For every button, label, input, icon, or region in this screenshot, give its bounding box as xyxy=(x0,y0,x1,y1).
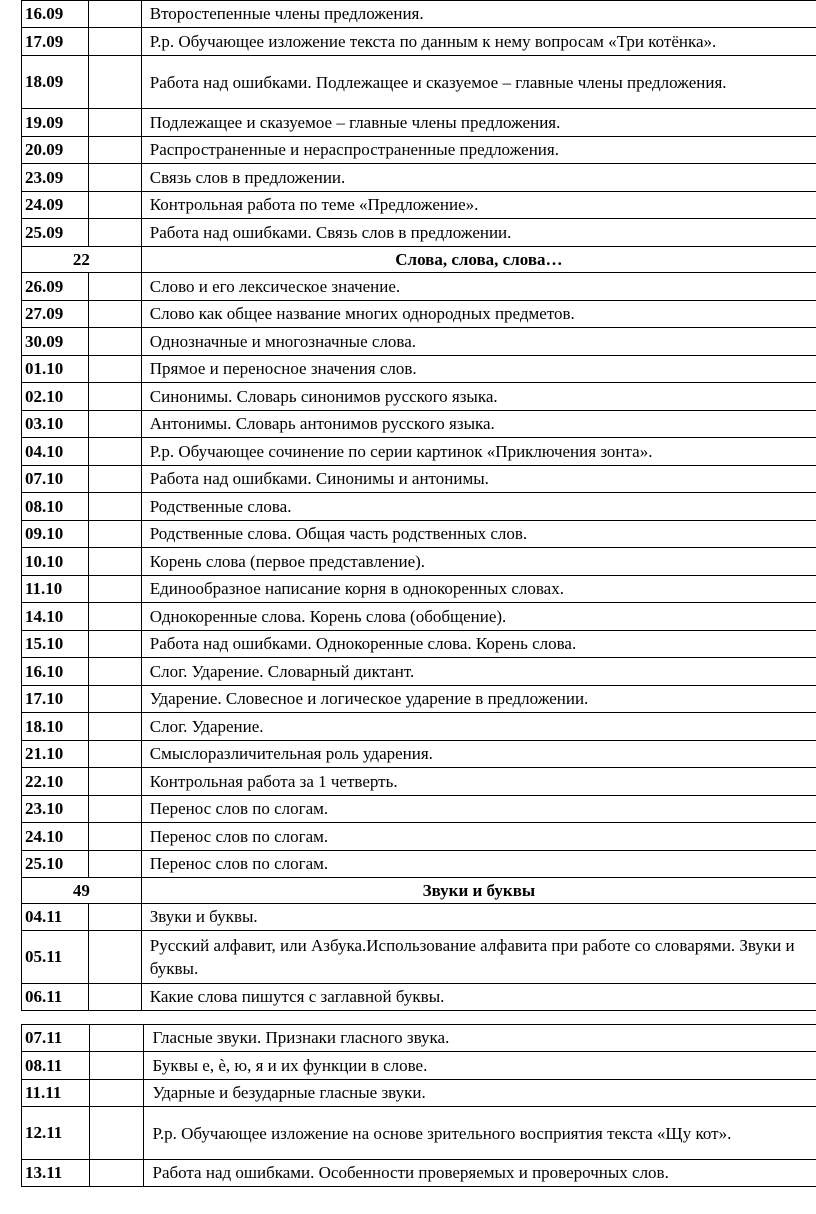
table-row xyxy=(22,328,816,356)
lesson-hours-cell xyxy=(89,356,141,383)
lesson-topic: Прямое и переносное значения слов. xyxy=(141,356,816,383)
lesson-topic: Единообразное написание корня в однокоренных словах. xyxy=(141,576,816,603)
lesson-hours-cell xyxy=(89,438,141,466)
section-hours: 22 xyxy=(22,247,142,273)
lesson-date: 11.11 xyxy=(22,1080,90,1107)
lesson-date: 01.10 xyxy=(22,356,89,383)
lesson-table-continued xyxy=(21,1024,816,1187)
section-header-row xyxy=(22,247,816,273)
lesson-hours-cell xyxy=(89,521,141,548)
lesson-date: 04.10 xyxy=(22,438,89,466)
table-row xyxy=(22,631,816,658)
lesson-topic: Контрольная работа за 1 четверть. xyxy=(141,768,816,796)
lesson-topic: Ударение. Словесное и логическое ударение в предложении. xyxy=(141,686,816,713)
lesson-hours-cell xyxy=(89,192,141,219)
table-row xyxy=(22,1107,816,1160)
lesson-hours-cell xyxy=(89,984,141,1011)
lesson-date: 15.10 xyxy=(22,631,89,658)
table-row xyxy=(22,713,816,741)
table-row xyxy=(22,768,816,796)
section-header-row xyxy=(22,878,816,904)
lesson-topic: Слово как общее название многих однородных предметов. xyxy=(141,301,816,328)
table-row xyxy=(22,904,816,931)
lesson-hours-cell xyxy=(89,301,141,328)
lesson-topic: Гласные звуки. Признаки гласного звука. xyxy=(144,1025,816,1052)
lesson-date: 21.10 xyxy=(22,741,89,768)
lesson-topic: Р.р. Обучающее изложение текста по данным к нему вопросам «Три котёнка». xyxy=(141,28,816,56)
table-row xyxy=(22,56,816,109)
lesson-topic: Р.р. Обучающее изложение на основе зрительного восприятия текста «Щу кот». xyxy=(144,1107,816,1160)
lesson-hours-cell xyxy=(89,548,141,576)
lesson-topic: Подлежащее и сказуемое – главные члены предложения. xyxy=(141,109,816,137)
lesson-topic: Перенос слов по слогам. xyxy=(141,851,816,878)
lesson-date: 25.10 xyxy=(22,851,89,878)
lesson-hours-cell xyxy=(89,904,141,931)
lesson-topic: Связь слов в предложении. xyxy=(141,164,816,192)
lesson-hours-cell xyxy=(90,1052,144,1080)
lesson-date: 07.11 xyxy=(22,1025,90,1052)
lesson-date: 03.10 xyxy=(22,411,89,438)
table-row xyxy=(22,137,816,164)
lesson-hours-cell xyxy=(89,931,141,984)
table-row xyxy=(22,1025,816,1052)
table-row xyxy=(22,576,816,603)
lesson-hours-cell xyxy=(89,851,141,878)
lesson-hours-cell xyxy=(89,328,141,356)
lesson-topic: Ударные и безударные гласные звуки. xyxy=(144,1080,816,1107)
section-title: Звуки и буквы xyxy=(141,878,816,904)
lesson-date: 19.09 xyxy=(22,109,89,137)
table-row xyxy=(22,28,816,56)
lesson-topic: Работа над ошибками. Связь слов в предложении. xyxy=(141,219,816,247)
lesson-date: 10.10 xyxy=(22,548,89,576)
lesson-date: 26.09 xyxy=(22,273,89,301)
table-row xyxy=(22,1052,816,1080)
table-row xyxy=(22,438,816,466)
lesson-topic: Однокоренные слова. Корень слова (обобщение). xyxy=(141,603,816,631)
table-row xyxy=(22,109,816,137)
lesson-hours-cell xyxy=(89,273,141,301)
table-row xyxy=(22,521,816,548)
lesson-date: 23.10 xyxy=(22,796,89,823)
lesson-hours-cell xyxy=(89,658,141,686)
table-row xyxy=(22,984,816,1011)
lesson-topic: Какие слова пишутся с заглавной буквы. xyxy=(141,984,816,1011)
lesson-hours-cell xyxy=(89,493,141,521)
lesson-hours-cell xyxy=(89,137,141,164)
table-row xyxy=(22,548,816,576)
table-row xyxy=(22,164,816,192)
lesson-topic: Слог. Ударение. xyxy=(141,713,816,741)
table-row xyxy=(22,823,816,851)
lesson-topic: Смыслоразличительная роль ударения. xyxy=(141,741,816,768)
lesson-date: 09.10 xyxy=(22,521,89,548)
table-row xyxy=(22,219,816,247)
lesson-topic: Синонимы. Словарь синонимов русского языка. xyxy=(141,383,816,411)
lesson-date: 18.10 xyxy=(22,713,89,741)
lesson-date: 27.09 xyxy=(22,301,89,328)
lesson-hours-cell xyxy=(89,1,141,28)
lesson-hours-cell xyxy=(90,1107,144,1160)
lesson-topic: Антонимы. Словарь антонимов русского языка. xyxy=(141,411,816,438)
lesson-topic: Работа над ошибками. Особенности проверяемых и проверочных слов. xyxy=(144,1160,816,1187)
lesson-date: 05.11 xyxy=(22,931,89,984)
lesson-date: 08.10 xyxy=(22,493,89,521)
lesson-hours-cell xyxy=(89,28,141,56)
lesson-date: 08.11 xyxy=(22,1052,90,1080)
lesson-date: 11.10 xyxy=(22,576,89,603)
lesson-topic: Родственные слова. Общая часть родственных слов. xyxy=(141,521,816,548)
table-row xyxy=(22,301,816,328)
lesson-date: 20.09 xyxy=(22,137,89,164)
lesson-topic: Перенос слов по слогам. xyxy=(141,823,816,851)
lesson-topic: Слог. Ударение. Словарный диктант. xyxy=(141,658,816,686)
table-row xyxy=(22,493,816,521)
lesson-hours-cell xyxy=(89,796,141,823)
lesson-hours-cell xyxy=(89,603,141,631)
lesson-topic: Буквы е, ѐ, ю, я и их функции в слове. xyxy=(144,1052,816,1080)
table-row xyxy=(22,1080,816,1107)
lesson-hours-cell xyxy=(90,1080,144,1107)
lesson-date: 06.11 xyxy=(22,984,89,1011)
lesson-topic: Корень слова (первое представление). xyxy=(141,548,816,576)
lesson-date: 16.10 xyxy=(22,658,89,686)
lesson-table xyxy=(21,0,816,1011)
lesson-topic: Р.р. Обучающее сочинение по серии картинок «Приключения зонта». xyxy=(141,438,816,466)
lesson-date: 14.10 xyxy=(22,603,89,631)
lesson-hours-cell xyxy=(90,1025,144,1052)
lesson-hours-cell xyxy=(89,741,141,768)
lesson-topic: Контрольная работа по теме «Предложение». xyxy=(141,192,816,219)
table-row xyxy=(22,1,816,28)
lesson-topic: Работа над ошибками. Синонимы и антонимы. xyxy=(141,466,816,493)
lesson-hours-cell xyxy=(89,631,141,658)
table-row xyxy=(22,686,816,713)
lesson-hours-cell xyxy=(89,713,141,741)
lesson-hours-cell xyxy=(89,466,141,493)
table-row xyxy=(22,1160,816,1187)
lesson-topic: Работа над ошибками. Однокоренные слова. Корень слова. xyxy=(141,631,816,658)
lesson-date: 04.11 xyxy=(22,904,89,931)
lesson-topic: Русский алфавит, или Азбука.Использование алфавита при работе со словарями. Звуки и буквы. xyxy=(141,931,816,984)
lesson-date: 12.11 xyxy=(22,1107,90,1160)
table-row xyxy=(22,383,816,411)
lesson-hours-cell xyxy=(89,109,141,137)
lesson-hours-cell xyxy=(89,164,141,192)
lesson-date: 24.10 xyxy=(22,823,89,851)
lesson-date: 25.09 xyxy=(22,219,89,247)
lesson-topic: Слово и его лексическое значение. xyxy=(141,273,816,301)
lesson-date: 23.09 xyxy=(22,164,89,192)
lesson-date: 24.09 xyxy=(22,192,89,219)
lesson-topic: Перенос слов по слогам. xyxy=(141,796,816,823)
table-row xyxy=(22,796,816,823)
lesson-hours-cell xyxy=(89,56,141,109)
lesson-date: 17.10 xyxy=(22,686,89,713)
lesson-date: 07.10 xyxy=(22,466,89,493)
lesson-date: 16.09 xyxy=(22,1,89,28)
lesson-hours-cell xyxy=(89,219,141,247)
section-hours: 49 xyxy=(22,878,142,904)
table-row xyxy=(22,931,816,984)
table-row xyxy=(22,603,816,631)
table-row xyxy=(22,466,816,493)
lesson-date: 30.09 xyxy=(22,328,89,356)
lesson-topic: Однозначные и многозначные слова. xyxy=(141,328,816,356)
section-title: Слова, слова, слова… xyxy=(141,247,816,273)
table-row xyxy=(22,273,816,301)
table-row xyxy=(22,192,816,219)
table-row xyxy=(22,851,816,878)
table-row xyxy=(22,741,816,768)
lesson-hours-cell xyxy=(89,383,141,411)
lesson-hours-cell xyxy=(89,576,141,603)
lesson-date: 17.09 xyxy=(22,28,89,56)
lesson-topic: Второстепенные члены предложения. xyxy=(141,1,816,28)
table-row xyxy=(22,658,816,686)
lesson-date: 18.09 xyxy=(22,56,89,109)
lesson-hours-cell xyxy=(90,1160,144,1187)
lesson-date: 22.10 xyxy=(22,768,89,796)
lesson-hours-cell xyxy=(89,768,141,796)
lesson-date: 13.11 xyxy=(22,1160,90,1187)
lesson-date: 02.10 xyxy=(22,383,89,411)
lesson-hours-cell xyxy=(89,686,141,713)
lesson-hours-cell xyxy=(89,823,141,851)
lesson-topic: Работа над ошибками. Подлежащее и сказуемое – главные члены предложения. xyxy=(141,56,816,109)
table-row xyxy=(22,356,816,383)
lesson-topic: Распространенные и нераспространенные предложения. xyxy=(141,137,816,164)
table-row xyxy=(22,411,816,438)
lesson-topic: Родственные слова. xyxy=(141,493,816,521)
lesson-hours-cell xyxy=(89,411,141,438)
lesson-topic: Звуки и буквы. xyxy=(141,904,816,931)
